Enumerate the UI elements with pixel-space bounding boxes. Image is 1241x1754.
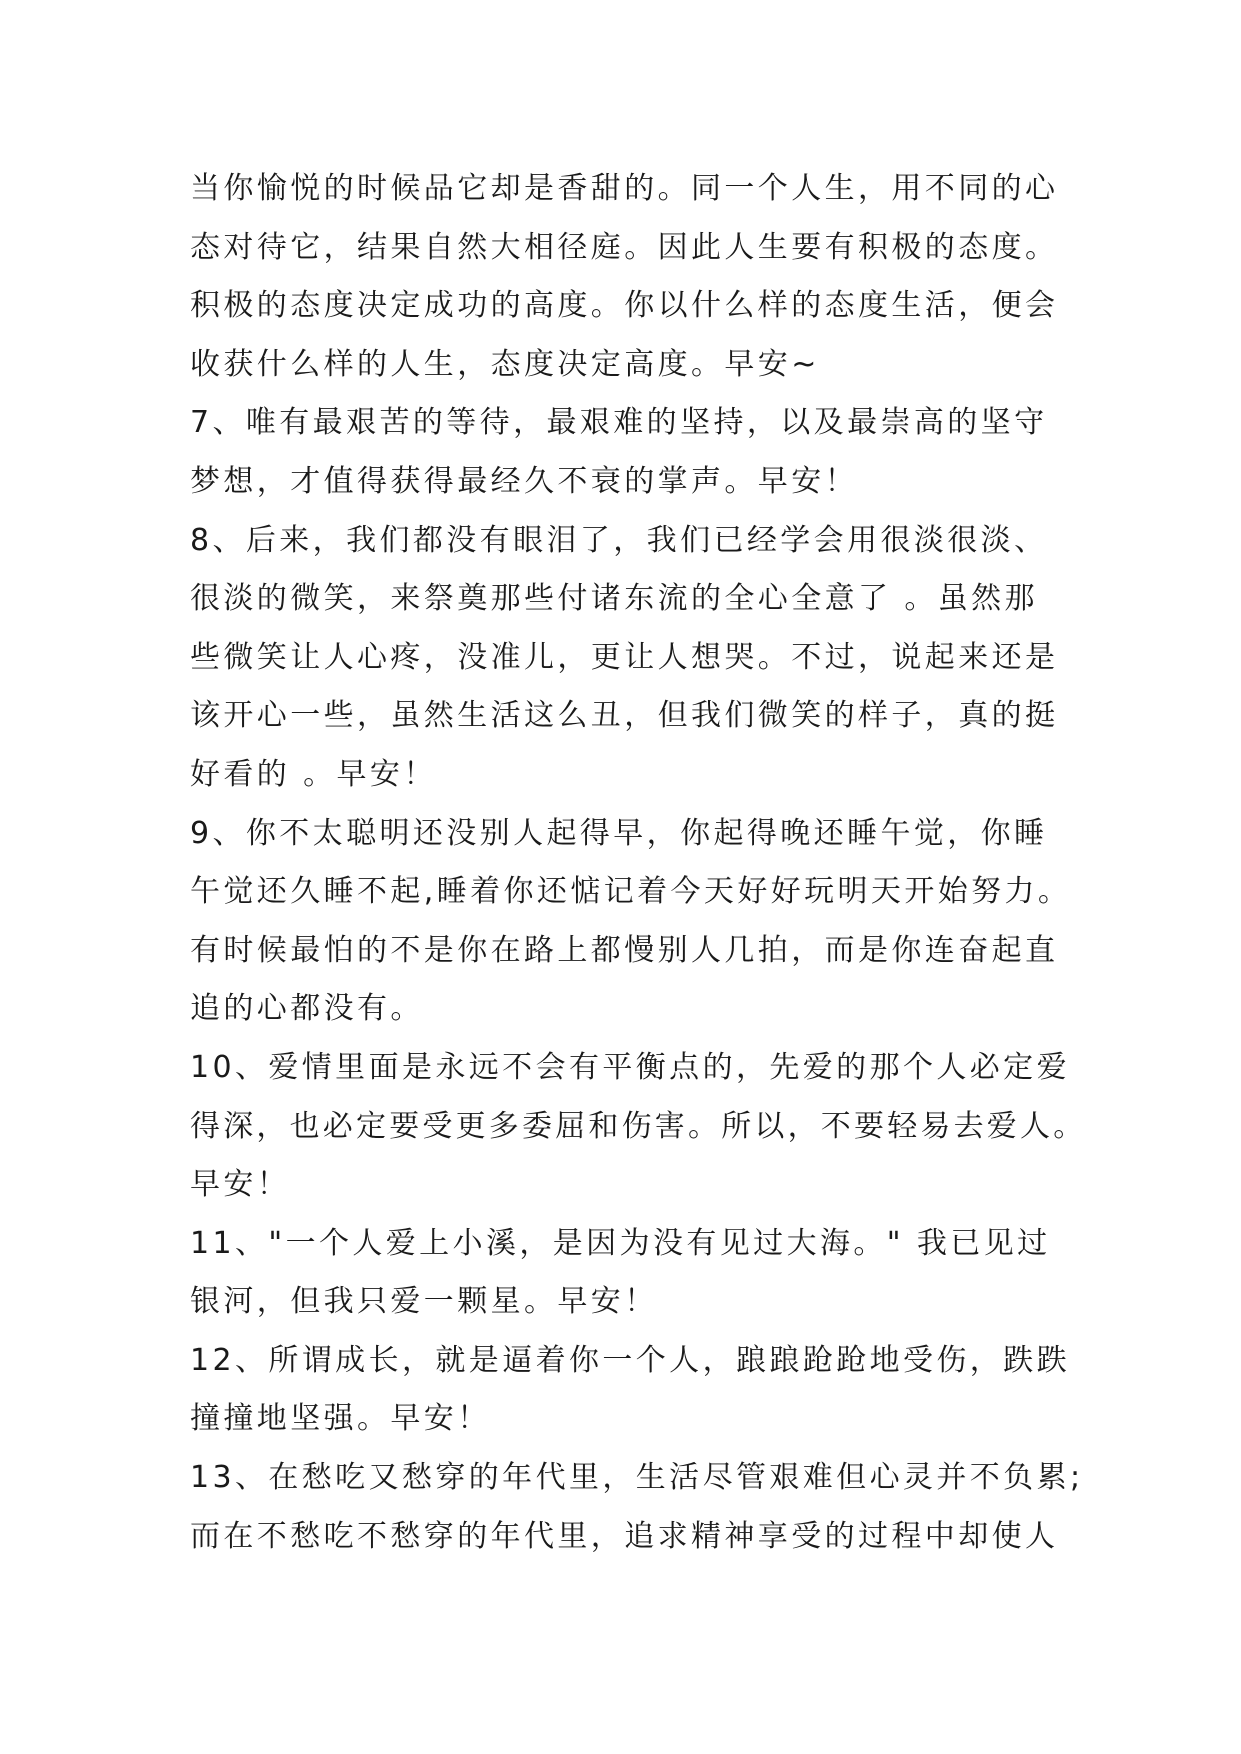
text-line: 8、后来，我们都没有眼泪了，我们已经学会用很淡很淡、 — [190, 522, 1048, 558]
text-line: 7、唯有最艰苦的等待，最艰难的坚持，以及最崇高的坚守 — [190, 405, 1048, 441]
text-line: 12、所谓成长，就是逼着你一个人，踉踉跄跄地受伤，跌跌 — [190, 1342, 1070, 1378]
text-line: 追的心都没有。 — [190, 991, 424, 1027]
text-line: 好看的 。早安！ — [190, 756, 437, 792]
text-line: 得深，也必定要受更多委屈和伤害。所以，不要轻易去爱人。 — [190, 1108, 1087, 1144]
text-line: 些微笑让人心疼，没准儿，更让人想哭。不过，说起来还是 — [190, 639, 1059, 675]
text-line: 午觉还久睡不起,睡着你还惦记着今天好好玩明天开始努力。 — [190, 874, 1072, 910]
text-line: 很淡的微笑，来祭奠那些付诸东流的全心全意了 。虽然那 — [190, 581, 1038, 617]
text-line: 早安！ — [190, 1167, 291, 1203]
text-line: 11、"一个人爱上小溪，是因为没有见过大海。" 我已见过 — [190, 1225, 1051, 1261]
text-line: 而在不愁吃不愁穿的年代里，追求精神享受的过程中却使人 — [190, 1518, 1059, 1554]
text-line: 梦想，才值得获得最经久不衰的掌声。早安！ — [190, 463, 858, 499]
text-line: 该开心一些，虽然生活这么丑，但我们微笑的样子，真的挺 — [190, 698, 1059, 734]
text-line: 有时候最怕的不是你在路上都慢别人几拍，而是你连奋起直 — [190, 932, 1059, 968]
text-line: 撞撞地坚强。早安！ — [190, 1401, 491, 1437]
text-line: 态对待它，结果自然大相径庭。因此人生要有积极的态度。 — [190, 229, 1059, 265]
text-line: 银河，但我只爱一颗星。早安！ — [190, 1284, 658, 1320]
body-text — [190, 160, 1090, 1566]
text-line: 积极的态度决定成功的高度。你以什么样的态度生活，便会 — [190, 288, 1059, 324]
text-line: 收获什么样的人生，态度决定高度。早安~ — [190, 346, 820, 382]
text-line: 9、你不太聪明还没别人起得早，你起得晚还睡午觉，你睡 — [190, 815, 1048, 851]
text-line: 当你愉悦的时候品它却是香甜的。同一个人生，用不同的心 — [190, 171, 1059, 206]
text-line: 13、在愁吃又愁穿的年代里，生活尽管艰难但心灵并不负累; — [190, 1460, 1084, 1496]
text-line: 10、爱情里面是永远不会有平衡点的，先爱的那个人必定爱 — [190, 1049, 1070, 1085]
